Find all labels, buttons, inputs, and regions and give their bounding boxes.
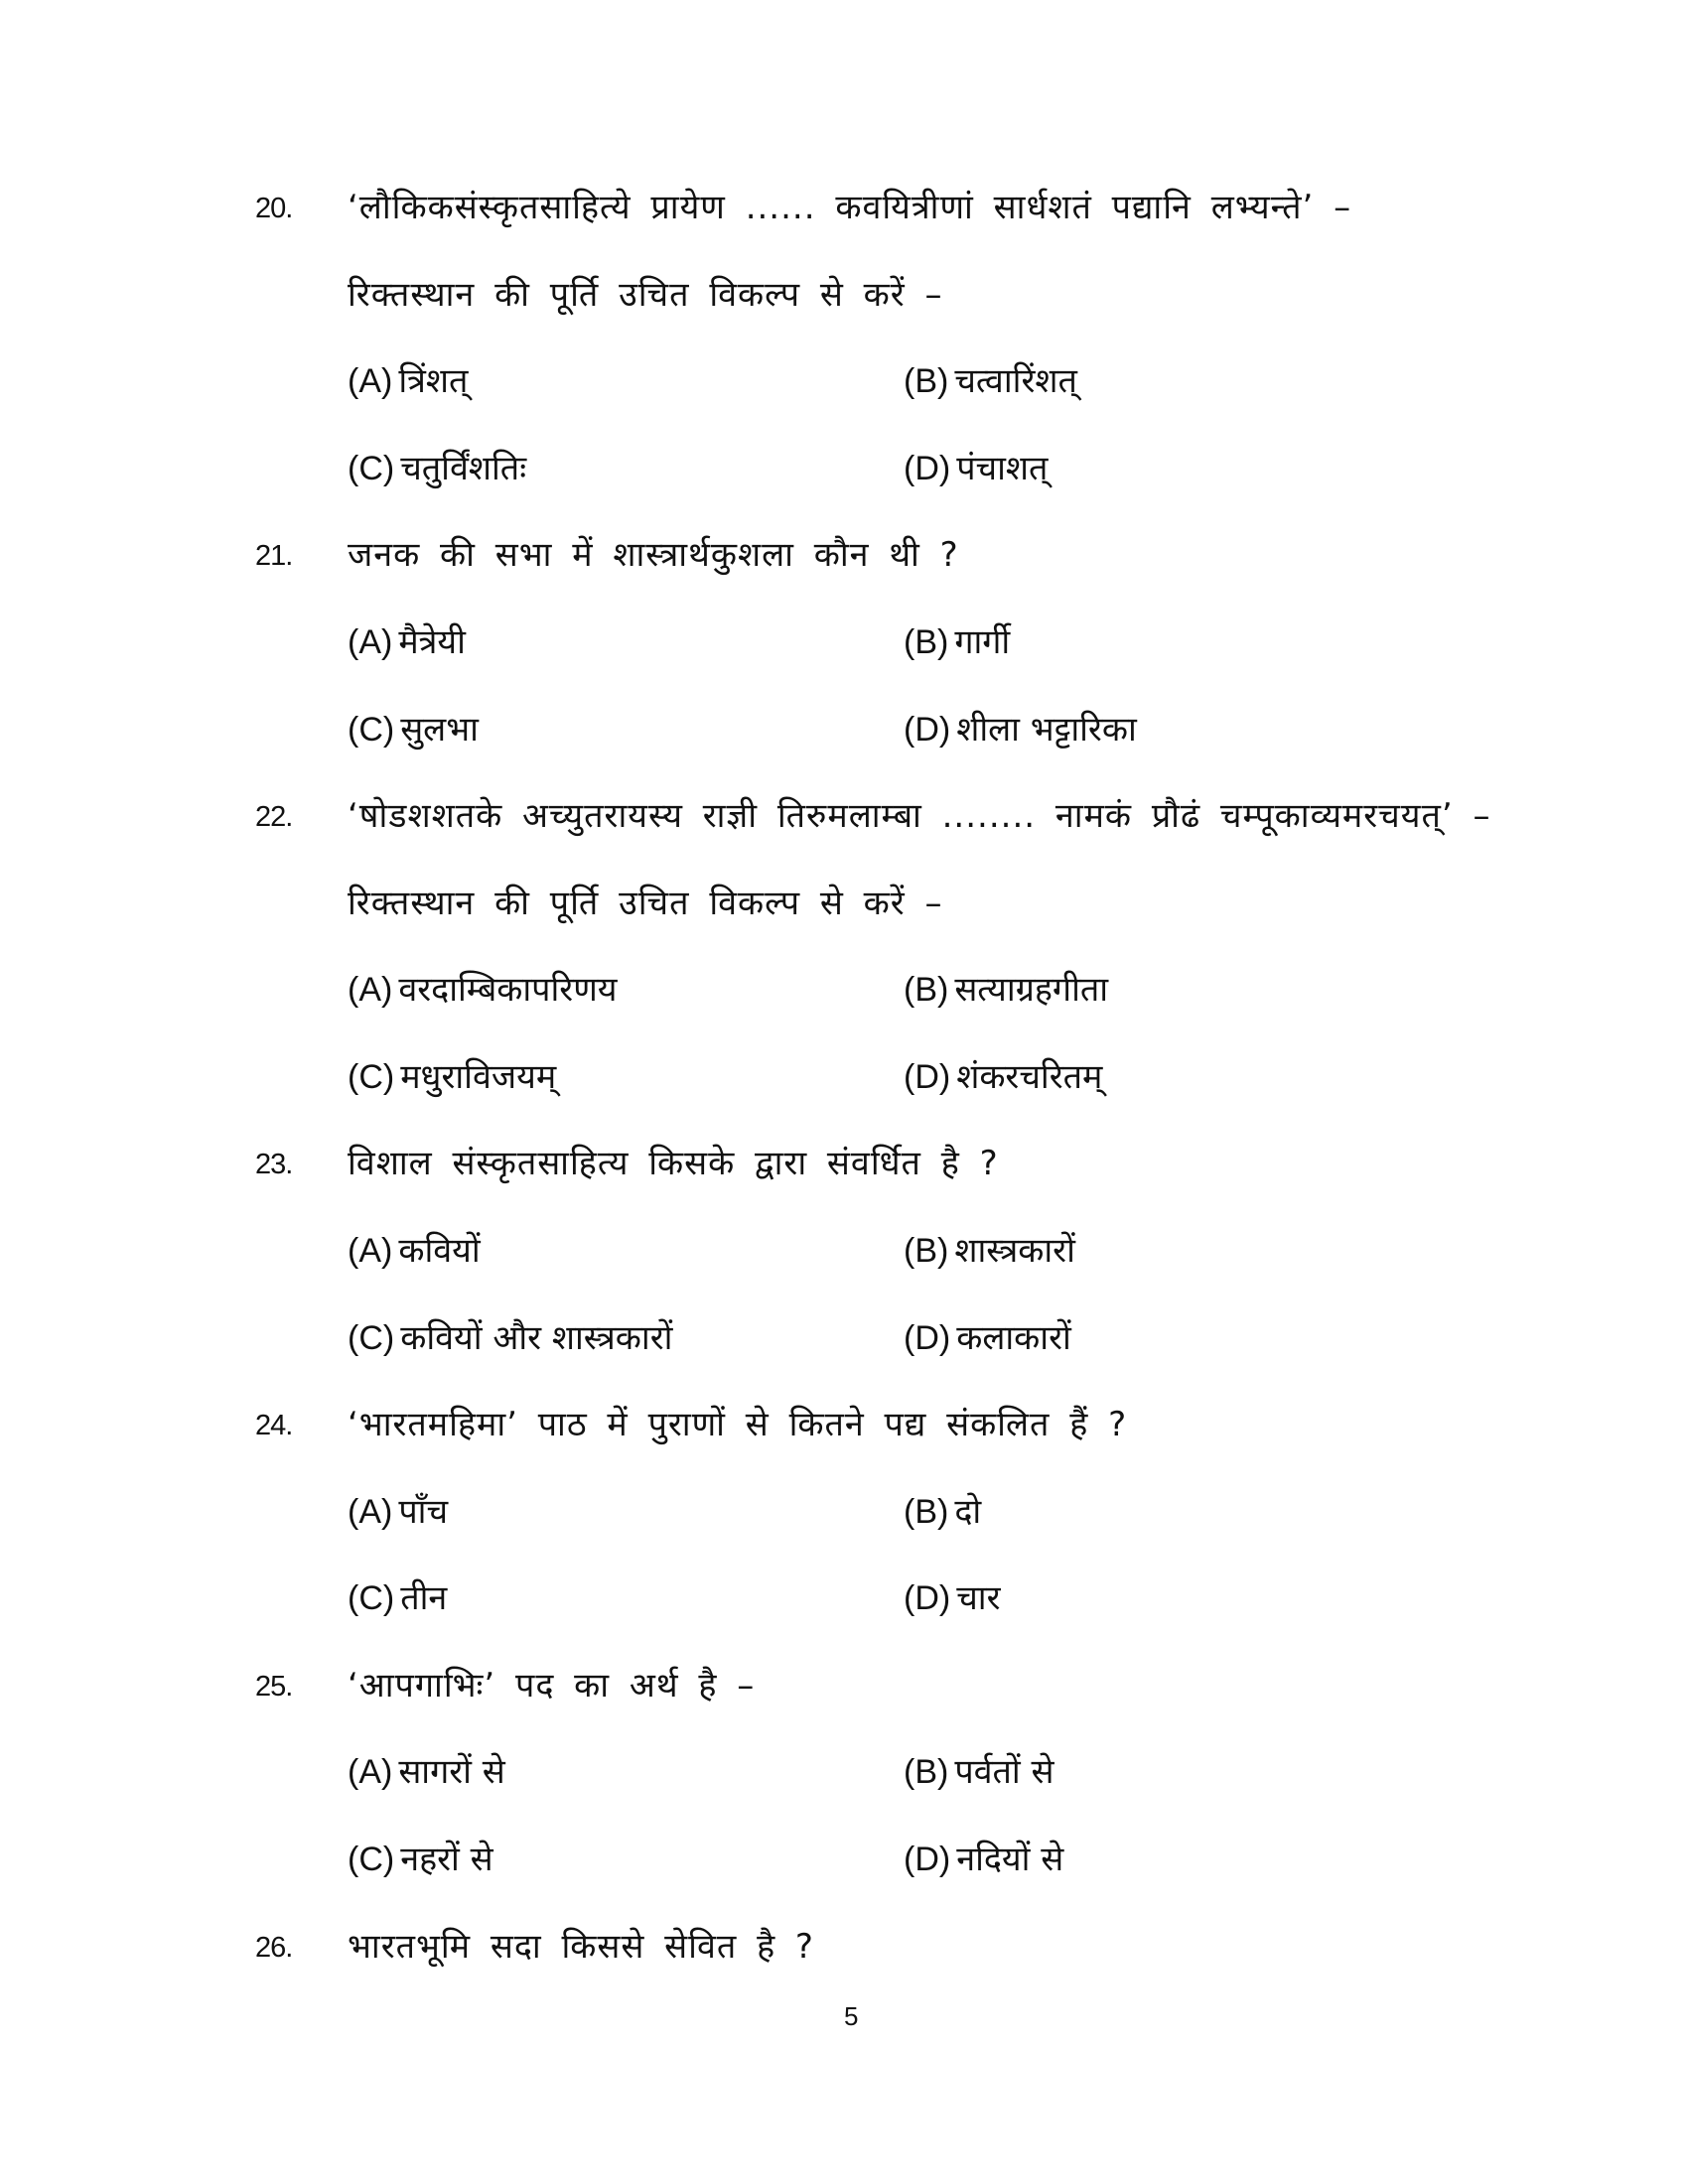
options-row	[0, 961, 1688, 1021]
options-row	[0, 701, 1688, 760]
option-d	[904, 705, 1137, 751]
option-text: शास्त्रकारों	[954, 1231, 1075, 1271]
question-row	[0, 526, 1688, 586]
option-label: (A)	[348, 623, 393, 661]
question-row	[0, 1135, 1688, 1194]
option-text: चतुर्विंशतिः	[400, 449, 527, 488]
question-number: 21.	[255, 540, 293, 572]
option-label: (C)	[348, 1579, 395, 1617]
options-row	[0, 614, 1688, 673]
option-label: (D)	[904, 450, 951, 487]
option-a	[348, 1487, 448, 1533]
option-label: (C)	[348, 711, 395, 749]
question-text: ‘भारतमहिमा’ पाठ में पुराणों से कितने पद्य संकलित हैं ?	[348, 1405, 1128, 1444]
question-row	[0, 787, 1688, 847]
option-label: (A)	[348, 1493, 393, 1531]
option-b	[904, 1226, 1075, 1272]
question-row	[0, 1657, 1688, 1716]
question-number: 26.	[255, 1932, 293, 1964]
question-number: 20.	[255, 193, 293, 224]
question-number: 22.	[255, 801, 293, 833]
option-d	[904, 1573, 1001, 1619]
option-text: कवियों और शास्त्रकारों	[400, 1318, 673, 1358]
option-text: मधुराविजयम्	[400, 1057, 557, 1097]
option-label: (C)	[348, 1841, 395, 1878]
option-b	[904, 965, 1108, 1011]
option-a	[348, 1747, 505, 1793]
option-label: (C)	[348, 450, 395, 487]
option-label: (A)	[348, 971, 393, 1009]
question-row	[0, 179, 1688, 238]
option-text: पर्वतों से	[954, 1752, 1055, 1792]
option-d	[904, 1313, 1071, 1359]
option-text: त्रिंशत्	[398, 361, 469, 401]
question-row	[0, 1396, 1688, 1455]
question-row	[0, 266, 1688, 326]
option-label: (C)	[348, 1319, 395, 1357]
option-text: पाँच	[398, 1492, 449, 1532]
option-label: (D)	[904, 711, 951, 749]
question-number: 25.	[255, 1671, 293, 1703]
option-label: (B)	[904, 362, 949, 400]
option-a	[348, 356, 468, 402]
options-row	[0, 1309, 1688, 1369]
option-text: सुलभा	[400, 710, 479, 750]
option-text: मैत्रेयी	[398, 622, 466, 662]
question-number: 23.	[255, 1149, 293, 1180]
options-row	[0, 1831, 1688, 1890]
options-row	[0, 1483, 1688, 1543]
question-text: ‘आपगाभिः’ पद का अर्थ है –	[348, 1666, 756, 1706]
option-text: नदियों से	[956, 1840, 1064, 1879]
options-row	[0, 440, 1688, 499]
option-b	[904, 617, 1010, 663]
option-b	[904, 1747, 1055, 1793]
option-text: कवियों	[398, 1231, 481, 1271]
option-label: (C)	[348, 1058, 395, 1096]
option-b	[904, 356, 1077, 402]
option-text: चार	[956, 1578, 1001, 1618]
option-c	[348, 1313, 672, 1359]
option-label: (D)	[904, 1579, 951, 1617]
question-text: विशाल संस्कृतसाहित्य किसके द्वारा संवर्धित है ?	[348, 1144, 999, 1183]
option-c	[348, 1052, 556, 1098]
option-d	[904, 444, 1048, 489]
question-text: ‘षोडशशतके अच्युतरायस्य राज्ञी तिरुमलाम्बा ........ नामकं प्रौढं चम्पूकाव्यमरचयत्’ –	[348, 796, 1491, 836]
question-row	[0, 875, 1688, 934]
options-row	[0, 1570, 1688, 1629]
question-number: 24.	[255, 1410, 293, 1441]
question-text: भारतभूमि सदा किससे सेवित है ?	[348, 1927, 814, 1967]
option-a	[348, 965, 618, 1011]
option-label: (D)	[904, 1841, 951, 1878]
option-text: गार्गी	[954, 622, 1011, 662]
option-text: शीला भट्टारिका	[956, 710, 1137, 750]
options-row	[0, 352, 1688, 412]
option-text: दो	[954, 1492, 982, 1532]
option-text: सत्याग्रहगीता	[954, 970, 1109, 1010]
option-a	[348, 1226, 481, 1272]
option-label: (D)	[904, 1319, 951, 1357]
option-text: नहरों से	[400, 1840, 493, 1879]
option-label: (B)	[904, 971, 949, 1009]
option-label: (B)	[904, 1493, 949, 1531]
option-text: वरदाम्बिकापरिणय	[398, 970, 618, 1010]
option-text: कलाकारों	[956, 1318, 1071, 1358]
option-label: (B)	[904, 623, 949, 661]
question-instruction: रिक्तस्थान की पूर्ति उचित विकल्प से करें –	[348, 275, 943, 315]
question-text: ‘लौकिकसंस्कृतसाहित्ये प्रायेण ...... कवयित्रीणां सार्धशतं पद्यानि लभ्यन्ते’ –	[348, 188, 1352, 227]
options-row	[0, 1222, 1688, 1282]
option-text: चत्वारिंशत्	[954, 361, 1077, 401]
option-c	[348, 444, 526, 489]
option-c	[348, 1835, 493, 1880]
option-text: शंकरचरितम्	[956, 1057, 1103, 1097]
option-d	[904, 1052, 1102, 1098]
option-a	[348, 617, 466, 663]
option-text: सागरों से	[398, 1752, 505, 1792]
option-d	[904, 1835, 1063, 1880]
option-c	[348, 1573, 447, 1619]
option-label: (B)	[904, 1232, 949, 1270]
options-row	[0, 1048, 1688, 1108]
option-label: (D)	[904, 1058, 951, 1096]
question-text: जनक की सभा में शास्त्रार्थकुशला कौन थी ?	[348, 535, 959, 575]
option-b	[904, 1487, 981, 1533]
option-label: (A)	[348, 1753, 393, 1791]
option-text: तीन	[400, 1578, 448, 1618]
option-label: (A)	[348, 362, 393, 400]
option-c	[348, 705, 479, 751]
option-label: (A)	[348, 1232, 393, 1270]
options-row	[0, 1743, 1688, 1803]
question-instruction: रिक्तस्थान की पूर्ति उचित विकल्प से करें –	[348, 884, 943, 923]
question-row	[0, 1918, 1688, 1978]
option-label: (B)	[904, 1753, 949, 1791]
page-number: 5	[844, 2001, 859, 2031]
option-text: पंचाशत्	[956, 449, 1049, 488]
